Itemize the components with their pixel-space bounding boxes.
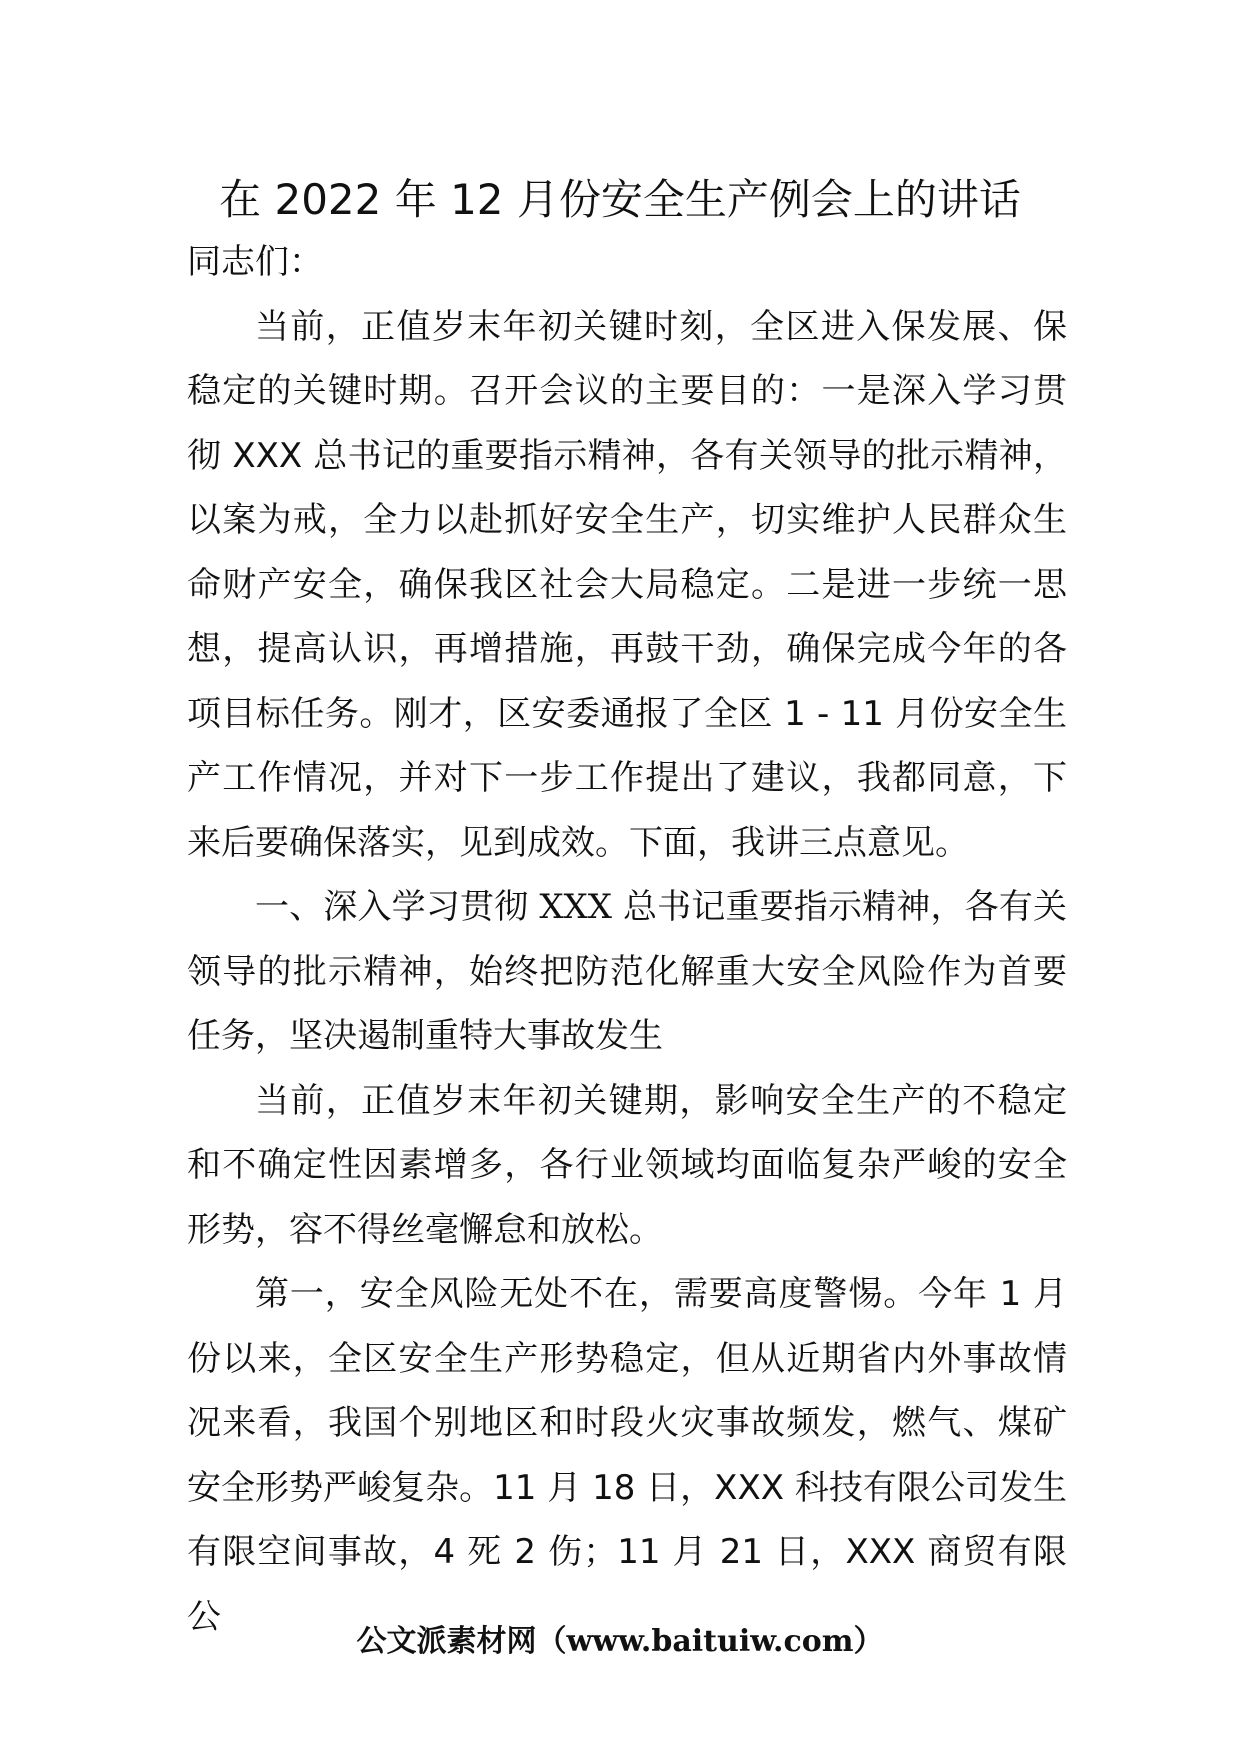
document-title: 在 2022 年 12 月份安全生产例会上的讲话 [219,175,1021,224]
paragraph-first-point: 第一，安全风险无处不在，需要高度警惕。今年 1 月份以来，全区安全生产形势稳定，但从近期省内外事故情况来看，我国个别地区和时段火灾事故频发，燃气、煤矿安全形势严峻复杂。11 月 18 日，XXX 科技有限公司发生有限空间事故，4 死 2 伤；11 月 21 日，XXX 商贸有限公 [187,1274,1067,1637]
salutation: 同志们： [187,242,323,282]
footer-watermark: 公文派素材网（www.baituiw.com） [356,1624,884,1659]
document-body [187,230,1067,1649]
paragraph-intro: 当前，正值岁末年初关键时刻，全区进入保发展、保稳定的关键时期。召开会议的主要目的：一是深入学习贯彻 XXX 总书记的重要指示精神，各有关领导的批示精神，以案为戒，全力以赴抓好安全生产，切实维护人民群众生命财产安全，确保我区社会大局稳定。二是进一步统一思想，提高认识，再增措施，再鼓干劲，确保完成今年的各项目标任务。刚才，区安委通报了全区 1 - 11 月份安全生产工作情况，并对下一步工作提出了建议，我都同意，下来后要确保落实，见到成效。下面，我讲三点意见。 [187,306,1067,863]
paragraph-situation: 当前，正值岁末年初关键期，影响安全生产的不稳定和不确定性因素增多，各行业领域均面临复杂严峻的安全形势，容不得丝毫懈怠和放松。 [187,1080,1067,1250]
section-heading-1: 一、深入学习贯彻 XXX 总书记重要指示精神，各有关领导的批示精神，始终把防范化解重大安全风险作为首要任务，坚决遏制重特大事故发生 [187,887,1067,1056]
